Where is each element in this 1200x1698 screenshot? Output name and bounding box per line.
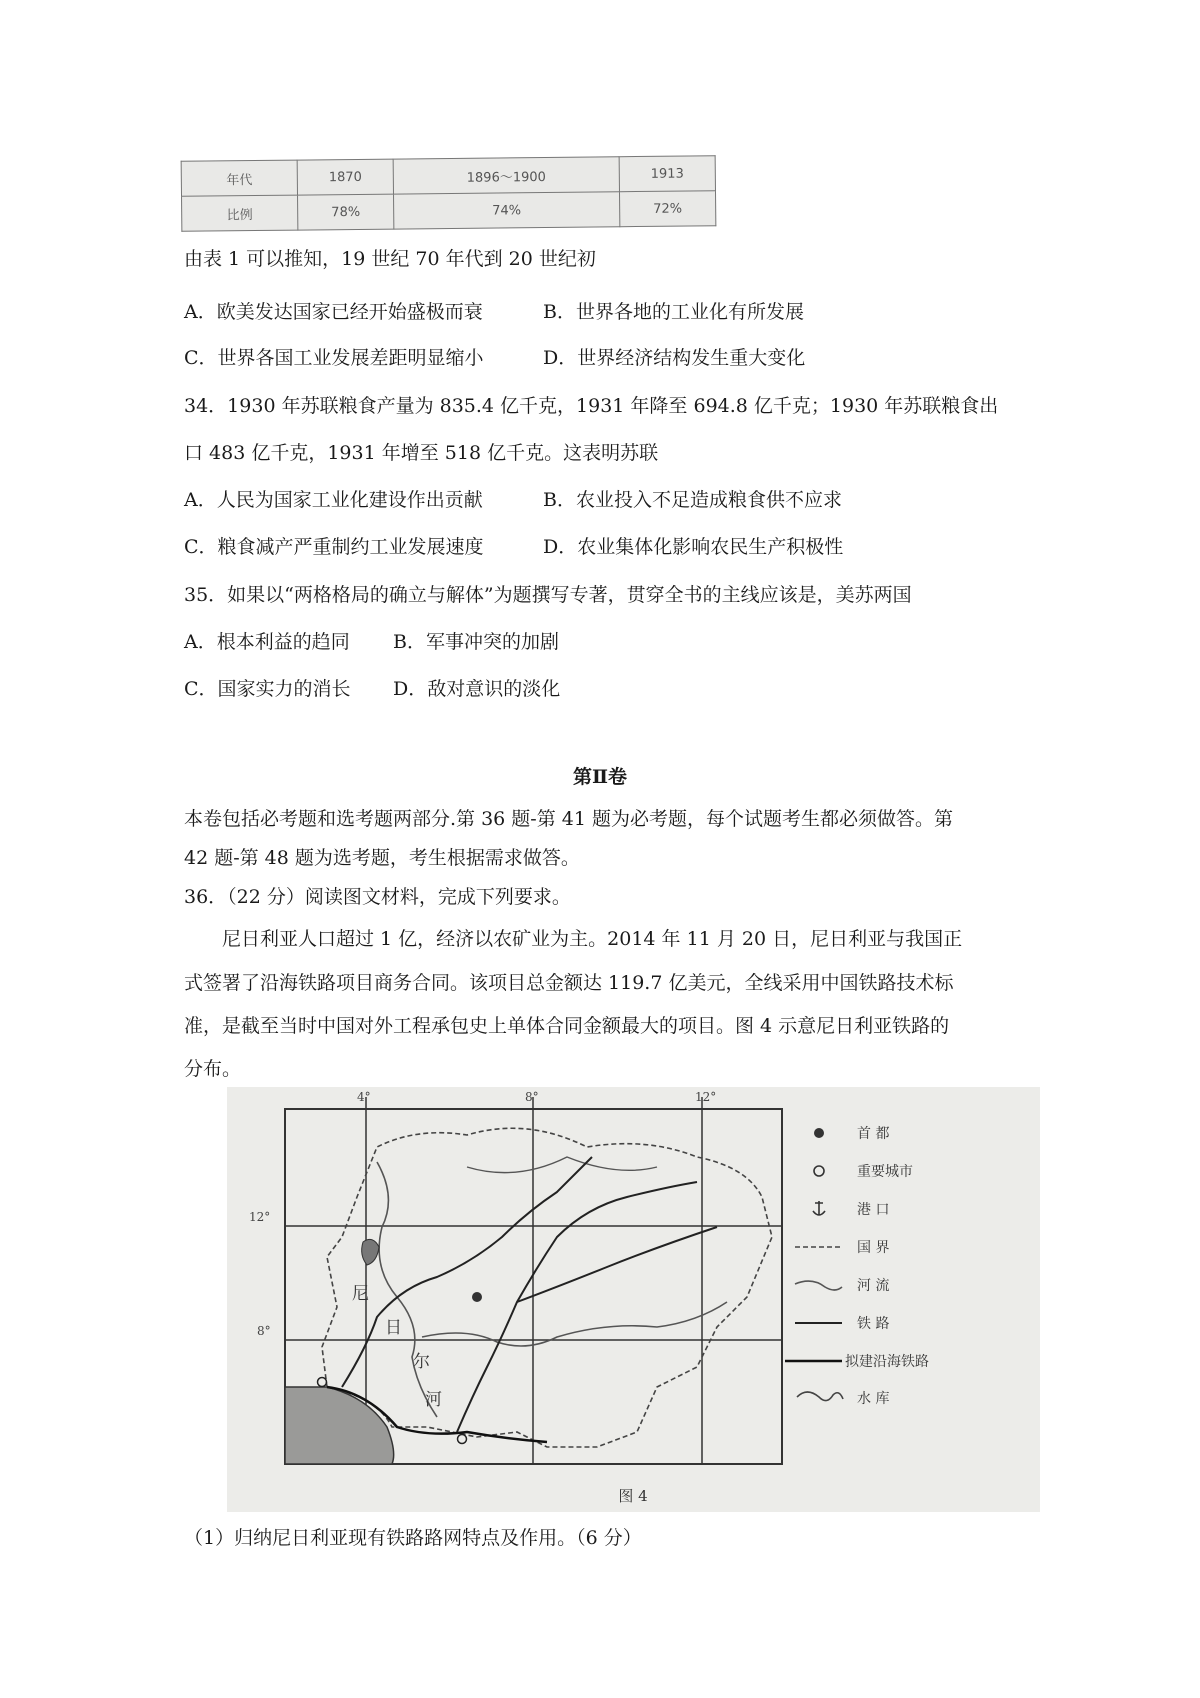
option-b: B．军事冲突的加剧 — [393, 631, 559, 653]
legend-label: 国 界 — [857, 1240, 890, 1256]
reservoir — [362, 1239, 379, 1265]
figure-caption: 图 4 — [618, 1487, 648, 1505]
table-1 — [181, 155, 717, 232]
question-35-stem: 35．如果以“两格格局的确立与解体”为题撰写专著，贯穿全书的主线应该是，美苏两国 — [184, 584, 912, 606]
capital-symbol — [472, 1292, 482, 1302]
material-paragraph-line: 分布。 — [184, 1058, 242, 1080]
legend-label: 港 口 — [857, 1202, 890, 1218]
option-d: D．农业集体化影响农民生产积极性 — [543, 536, 844, 558]
table-cell: 72% — [619, 191, 715, 227]
railway-east — [457, 1182, 697, 1432]
sea-area — [285, 1387, 394, 1464]
table-row — [181, 156, 715, 197]
country-label: 尼 — [352, 1284, 369, 1304]
nigeria-railway-map — [227, 1087, 1040, 1512]
table-row-header: 比例 — [182, 195, 298, 231]
legend-label: 河 流 — [857, 1278, 890, 1294]
table-cell: 1870 — [297, 159, 393, 195]
country-label: 日 — [385, 1318, 402, 1338]
legend-label: 水 库 — [857, 1391, 890, 1407]
question-33-stem: 由表 1 可以推知，19 世纪 70 年代到 20 世纪初 — [184, 248, 596, 270]
option-d: D．敌对意识的淡化 — [393, 678, 561, 700]
table-cell: 78% — [298, 194, 394, 230]
option-c: C．粮食减产严重制约工业发展速度 — [184, 536, 484, 558]
sub-question-1: （1）归纳尼日利亚现有铁路路网特点及作用。（6 分） — [184, 1527, 642, 1549]
option-c: C．国家实力的消长 — [184, 678, 351, 700]
legend-label: 拟建沿海铁路 — [845, 1354, 929, 1370]
table-cell: 74% — [394, 192, 620, 229]
material-paragraph-line: 式签署了沿海铁路项目商务合同。该项目总金额达 119.7 亿美元，全线采用中国铁路技术标 — [184, 972, 954, 994]
legend-label: 铁 路 — [857, 1316, 890, 1332]
lon-label: 8° — [525, 1090, 539, 1104]
river — [467, 1157, 657, 1173]
lon-label: 4° — [357, 1090, 371, 1104]
question-34-stem-continued: 口 483 亿千克，1931 年增至 518 亿千克。这表明苏联 — [184, 442, 659, 464]
port-symbol — [318, 1378, 327, 1387]
railway-northeast — [517, 1227, 717, 1302]
legend-label: 重要城市 — [857, 1164, 913, 1180]
railway-west — [342, 1157, 592, 1387]
material-paragraph: 尼日利亚人口超过 1 亿，经济以农矿业为主。2014 年 11 月 20 日，尼日利亚与我国正 — [222, 928, 963, 950]
legend-label: 首 都 — [857, 1126, 890, 1142]
table-cell: 1896～1900 — [393, 157, 619, 194]
option-c: C．世界各国工业发展差距明显缩小 — [184, 347, 484, 369]
option-a: A．根本利益的趋同 — [184, 631, 350, 653]
map-legend — [785, 1126, 929, 1407]
country-label: 河 — [425, 1390, 442, 1410]
lat-label: 12° — [249, 1210, 271, 1224]
port-legend-icon — [813, 1201, 825, 1215]
country-label: 尔 — [413, 1352, 430, 1372]
option-b: B．农业投入不足造成粮食供不应求 — [543, 489, 842, 511]
material-paragraph-line: 准，是截至当时中国对外工程承包史上单体合同金额最大的项目。图 4 示意尼日利亚铁路的 — [184, 1015, 950, 1037]
option-d: D．世界经济结构发生重大变化 — [543, 347, 806, 369]
lon-label: 12° — [695, 1090, 717, 1104]
river-legend-icon — [795, 1281, 842, 1290]
city-legend-icon — [814, 1166, 824, 1176]
question-36-stem: 36．（22 分）阅读图文材料，完成下列要求。 — [184, 886, 571, 908]
option-b: B．世界各地的工业化有所发展 — [543, 301, 804, 323]
section-intro-continued: 42 题-第 48 题为选考题，考生根据需求做答。 — [184, 847, 580, 869]
section-title: 第Ⅱ卷 — [572, 766, 627, 788]
table-row-header: 年代 — [181, 160, 297, 196]
table-cell: 1913 — [619, 156, 715, 192]
port-symbol — [458, 1435, 467, 1444]
option-a: A．欧美发达国家已经开始盛极而衰 — [184, 301, 483, 323]
lat-label: 8° — [257, 1324, 271, 1338]
section-intro: 本卷包括必考题和选考题两部分.第 36 题-第 41 题为必考题，每个试题考生都必须做答。第 — [184, 808, 953, 830]
capital-legend-icon — [814, 1128, 824, 1138]
question-34-stem: 34．1930 年苏联粮食产量为 835.4 亿千克，1931 年降至 694.8 亿千克；1930 年苏联粮食出 — [184, 395, 999, 417]
option-a: A．人民为国家工业化建设作出贡献 — [184, 489, 483, 511]
reservoir-legend-icon — [797, 1392, 843, 1401]
map-drawing — [227, 1087, 1040, 1512]
table-row — [182, 191, 716, 232]
